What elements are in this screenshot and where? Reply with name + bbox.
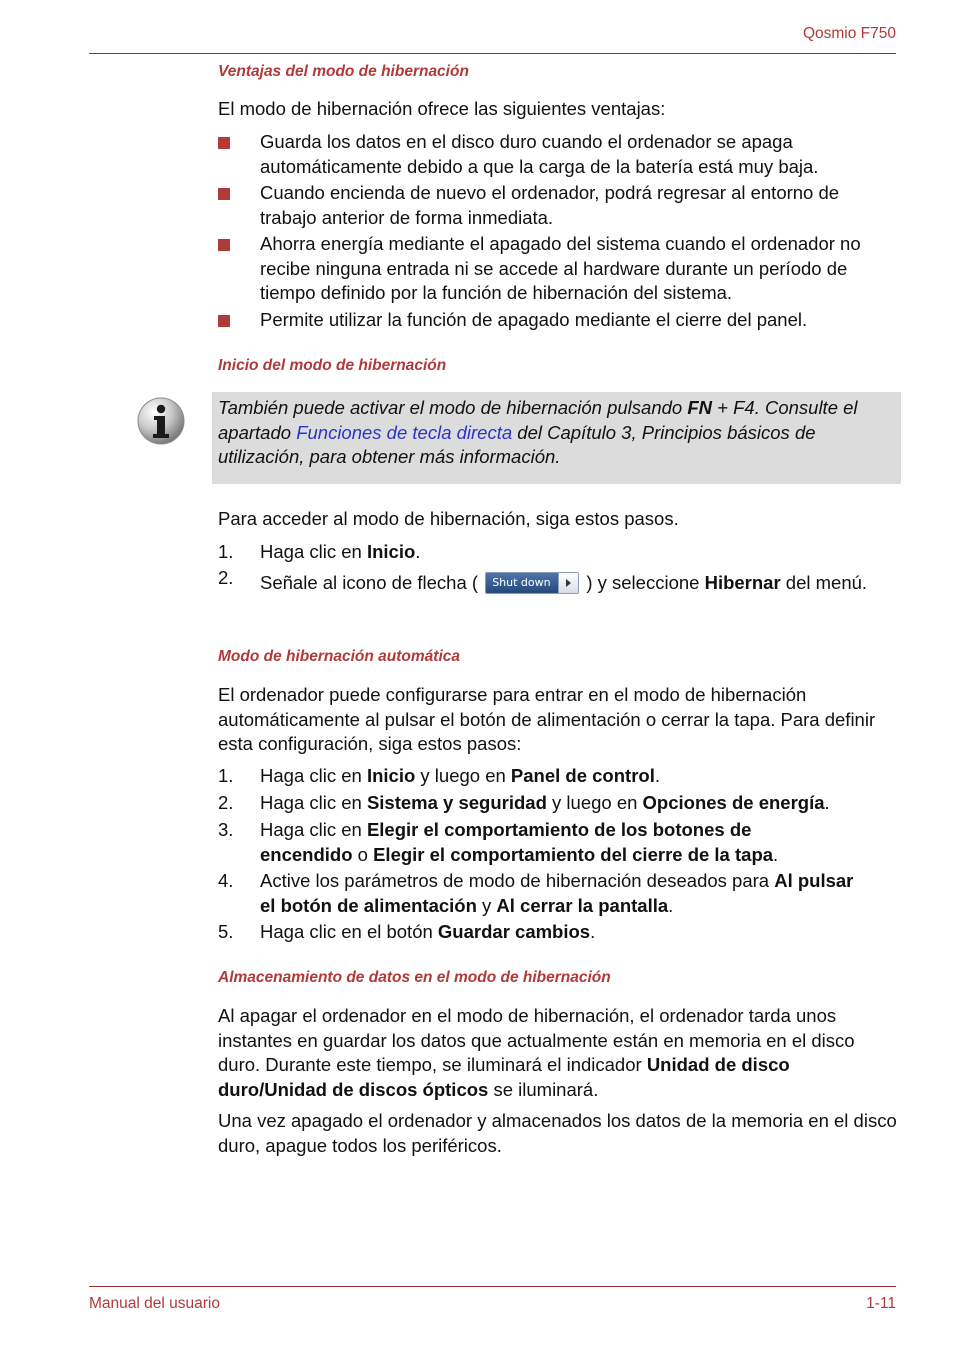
note-link[interactable]: Funciones de tecla directa — [296, 421, 513, 443]
step-text-bold: Elegir el comportamiento de los botones de encendido — [260, 819, 752, 865]
step-number: 1. — [218, 765, 234, 786]
note-text — [218, 396, 888, 470]
step-text-part: Haga clic en — [260, 765, 367, 786]
list-item-text: Cuando encienda de nuevo el ordenador, podrá regresar al entorno de trabajo anterior de forma inmediata. — [260, 182, 840, 228]
bullet-square-icon — [218, 188, 230, 200]
list-item — [218, 764, 898, 789]
list-item — [218, 869, 898, 918]
list-item — [218, 920, 898, 945]
step-text-part: . — [668, 894, 674, 916]
automatica-intro: El ordenador puede configurarse para entrar en el modo de hibernación automáticamente al pulsar el botón de alimentación o cerrar la tapa. Para definir esta configuración, siga estos pasos: — [218, 684, 876, 754]
step-text-part: . — [590, 921, 596, 942]
list-item — [218, 540, 898, 565]
step-text-bold: Opciones de energía — [642, 792, 825, 813]
step-text-bold: Al pulsar el botón de alimentación — [260, 870, 854, 916]
step-text-part: . — [773, 843, 779, 865]
step-text-part: . — [824, 792, 830, 813]
arrow-right-icon[interactable] — [558, 573, 578, 593]
step-text-part: Active los parámetros de modo de hibernación deseados para — [260, 870, 775, 891]
step-text-bold: Panel de control — [510, 765, 655, 786]
step-number: 2. — [218, 792, 234, 813]
step-text-part: . — [415, 541, 421, 562]
step-text-bold: Elegir el comportamiento del cierre de la tapa — [373, 843, 774, 865]
step-text-bold: Hibernar — [704, 572, 781, 593]
step-text-part: y luego en — [546, 792, 643, 813]
section-title-almacenamiento: Almacenamiento de datos en el modo de hibernación — [218, 969, 611, 986]
step-text-bold: Inicio — [366, 765, 416, 786]
step-number: 2. — [218, 567, 234, 588]
step-number: 4. — [218, 870, 234, 891]
step-number: 1. — [218, 541, 234, 562]
step-number: 5. — [218, 921, 234, 942]
section-title-automatica: Modo de hibernación automática — [218, 648, 460, 665]
note-text-part: del Capítulo 3, Principios básicos de utilización, para obtener más información. — [218, 421, 816, 467]
list-item — [218, 181, 898, 230]
step-text-part: Haga clic en — [260, 541, 367, 562]
section-title-inicio: Inicio del modo de hibernación — [218, 357, 447, 374]
paragraph-text-bold: Unidad de disco duro/Unidad de discos ópticos — [218, 1054, 790, 1100]
step-text-bold: Sistema y seguridad — [366, 792, 547, 813]
paragraph-text-part: Al apagar el ordenador en el modo de hibernación, el ordenador tarda unos instantes en guardar los datos que actualmente están en memoria en el disco duro. Durante este tiempo, se iluminará el indicador — [218, 1005, 855, 1075]
step-text-bold: Guardar cambios — [437, 921, 591, 942]
header-rule — [89, 53, 896, 54]
list-item — [218, 308, 898, 333]
step-text-part: Señale al icono de flecha ( — [260, 572, 484, 593]
footer-rule — [89, 1286, 896, 1287]
list-item — [218, 791, 898, 816]
step-text — [260, 869, 860, 918]
step-text — [260, 920, 898, 945]
almacenamiento-paragraph-1 — [218, 1004, 898, 1102]
list-item-text: Ahorra energía mediante el apagado del sistema cuando el ordenador no recibe ninguna entrada ni se accede al hardware durante un período de tiempo definido por la función de hibernación del sistema. — [260, 233, 861, 303]
header-product: Qosmio F750 — [802, 25, 896, 42]
step-text — [260, 566, 898, 597]
list-item — [218, 566, 898, 597]
step-number: 3. — [218, 819, 234, 840]
list-item — [218, 232, 898, 306]
step-text — [260, 791, 898, 816]
step-text-part: del menú. — [780, 572, 868, 593]
step-text — [260, 540, 898, 565]
page-number: 1-11 — [866, 1295, 896, 1312]
step-text — [260, 818, 820, 867]
step-text-bold: Al cerrar la pantalla — [496, 894, 669, 916]
step-text — [260, 764, 898, 789]
list-item — [218, 818, 898, 867]
shut-down-label: Shut down — [492, 576, 551, 590]
note-key: FN — [687, 397, 713, 418]
note-text-part: También puede activar el modo de hibernación pulsando — [218, 397, 688, 418]
step-text-part: Haga clic en — [260, 792, 367, 813]
footer-title: Manual del usuario — [89, 1295, 220, 1312]
step-text-part: y — [476, 894, 497, 916]
inicio-intro: Para acceder al modo de hibernación, siga estos pasos. — [218, 508, 679, 529]
section-title-ventajas: Ventajas del modo de hibernación — [218, 63, 469, 80]
step-text-bold: Inicio — [366, 541, 416, 562]
step-text-part: Haga clic en el botón — [260, 921, 438, 942]
bullet-square-icon — [218, 137, 230, 149]
info-icon — [137, 397, 185, 445]
list-item-text: Guarda los datos en el disco duro cuando el ordenador se apaga automáticamente debido a que la carga de la batería está muy baja. — [260, 131, 819, 177]
step-text-part: o — [352, 843, 374, 865]
step-text-part: ) y seleccione — [581, 572, 705, 593]
step-text-part: y luego en — [415, 765, 511, 786]
bullet-square-icon — [218, 239, 230, 251]
note-box — [212, 392, 901, 484]
ventajas-intro: El modo de hibernación ofrece las siguientes ventajas: — [218, 98, 666, 119]
almacenamiento-paragraph-2: Una vez apagado el ordenador y almacenados los datos de la memoria en el disco duro, apague todos los periféricos. — [218, 1110, 897, 1156]
note-text-part: + F4. Consulte el apartado — [218, 397, 858, 443]
shut-down-button[interactable] — [485, 572, 579, 594]
step-text-part: Haga clic en — [260, 819, 367, 840]
list-item — [218, 130, 898, 179]
paragraph-text-part: se iluminará. — [488, 1078, 599, 1100]
bullet-square-icon — [218, 315, 230, 327]
step-text-part: . — [654, 765, 660, 786]
list-item-text: Permite utilizar la función de apagado mediante el cierre del panel. — [260, 309, 808, 330]
